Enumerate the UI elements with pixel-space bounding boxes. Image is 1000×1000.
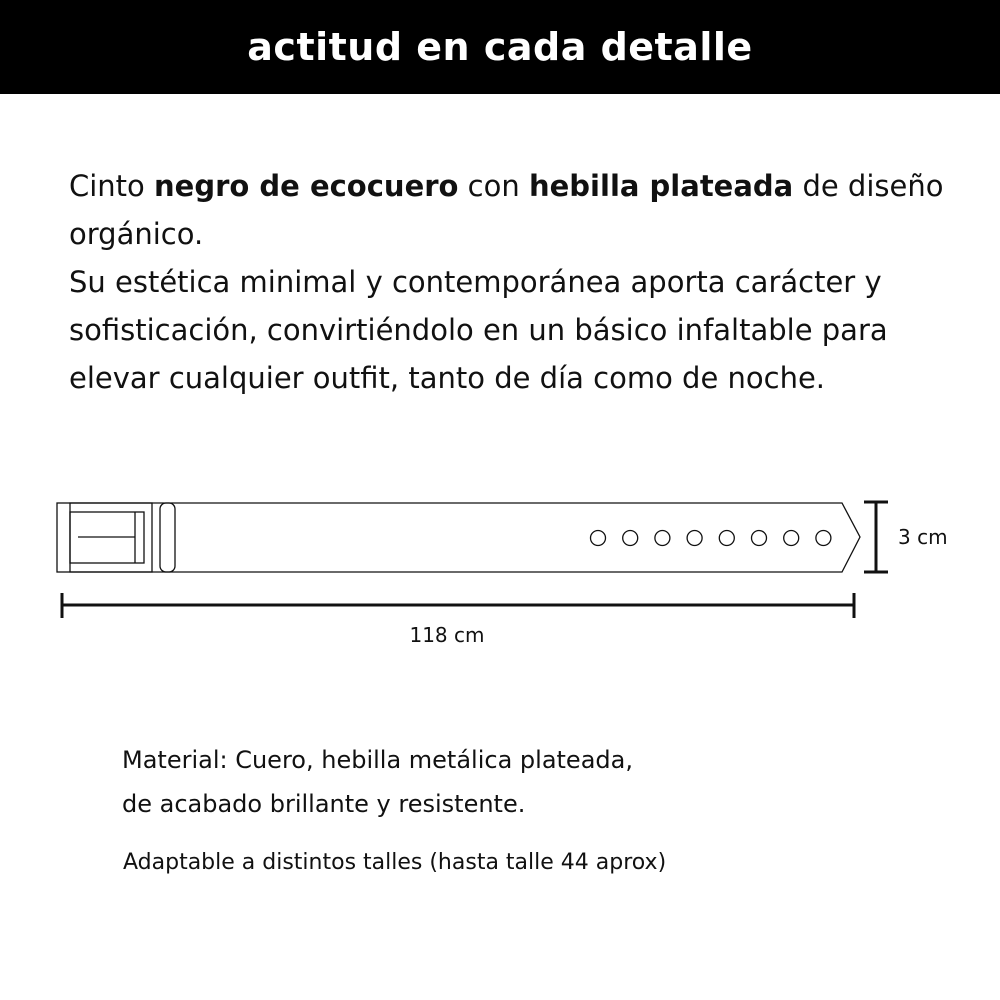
description-paragraph-2: Su estética minimal y contemporánea aporta carácter y sofisticación, convirtiéndolo en un básico infaltable para elevar cualquier outfit, tanto de día como de noche.	[69, 265, 888, 395]
banner-title: actitud en cada detalle	[247, 25, 753, 69]
belt-hole	[655, 531, 670, 546]
belt-holes	[591, 531, 831, 546]
material-line-1: Material: Cuero, hebilla metálica plateada,	[122, 746, 633, 774]
belt-hole	[752, 531, 767, 546]
belt-dimension-diagram	[0, 480, 1000, 660]
description-text-2: con	[458, 169, 529, 203]
size-fit-note: Adaptable a distintos talles (hasta talle 44 aprox)	[123, 850, 667, 875]
material-specs	[122, 738, 922, 826]
belt-hole	[687, 531, 702, 546]
belt-strap-outline	[70, 503, 860, 572]
length-label: 118 cm	[409, 623, 485, 647]
description-paragraph-1	[69, 162, 949, 258]
length-dimension	[62, 593, 854, 618]
belt-hole	[623, 531, 638, 546]
description-text-1: Cinto	[69, 169, 155, 203]
width-dimension	[864, 502, 888, 572]
belt-hole	[784, 531, 799, 546]
description-bold-buckle: hebilla plateada	[528, 169, 794, 203]
belt-hole	[719, 531, 734, 546]
width-label: 3 cm	[898, 525, 948, 549]
product-description	[69, 162, 949, 402]
belt-hole	[816, 531, 831, 546]
description-bold-material: negro de ecocuero	[154, 169, 459, 203]
belt-keeper-loop	[160, 503, 175, 572]
header-banner	[0, 0, 1000, 94]
description-text-3: de diseño orgánico.	[69, 169, 944, 251]
material-line-2: de acabado brillante y resistente.	[122, 790, 526, 818]
belt-hole	[591, 531, 606, 546]
belt-drawing	[57, 503, 860, 572]
